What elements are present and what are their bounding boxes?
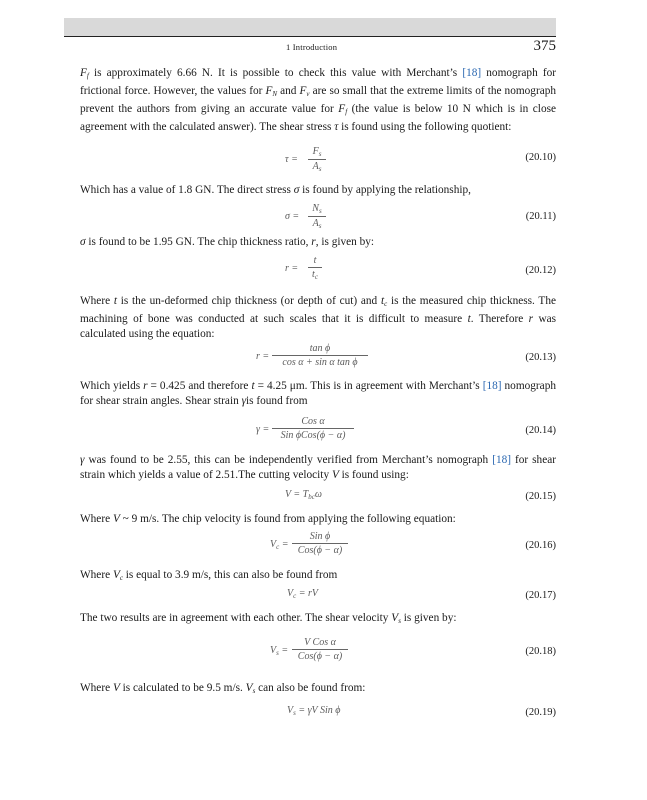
equation-number: (20.17) [525, 590, 556, 601]
paragraph-shear-velocity-value: Where V is calculated to be 9.5 m/s. $V_s$ can also be found from: [80, 682, 366, 695]
equation-number: (20.12) [525, 265, 556, 276]
paragraph-direct-stress-value: σ is found to be 1.95 GN. The chip thickness ratio, r, is given by: [80, 236, 375, 248]
fraction: $F_s$ $A_s$ [308, 146, 326, 173]
equation-number: (20.13) [525, 352, 556, 363]
paragraph-shear-strain-intro: Which yields r = 0.425 and therefore t = 4.25 μm. This is in agreement with Merchant’s [18] nomograph for shear strain angles. Shear strain γis found from [80, 380, 556, 407]
paragraph-chip-velocity-value: Where $V_c$ is equal to 3.9 m/s, this can also be found from [80, 569, 338, 582]
equation-20-13: r = tan ϕ cos α + sin α tan ϕ (20.13) [256, 343, 556, 368]
fraction: t $t_c$ [308, 255, 322, 281]
header-bar [64, 18, 556, 36]
fraction: tan ϕ cos α + sin α tan ϕ [272, 343, 368, 368]
paragraph-frictional-force: $F_f$ is approximately 6.66 N. It is possible to check this value with Merchant’s [18] nomograph for frictional force. However, the values for $F_N$ and $F_v$ are so small that the extreme limits of the nomograph prevent the authors from giving an accurate value for $F_f$ (the value is below 10 N which is in close agreement with the calculated answer). The shear stress τ is found using the following quotient: [80, 67, 557, 133]
equation-number: (20.10) [525, 152, 556, 163]
paragraph-chip-velocity: Where V ~ 9 m/s. The chip velocity is found from applying the following equation: [80, 513, 456, 525]
fraction: Sin ϕ Cos(ϕ − α) [292, 531, 348, 556]
paragraph-shear-stress-value: Which has a value of 1.8 GN. The direct stress σ is found by applying the relationship, [80, 184, 471, 196]
equation-20-16: $V_c$ = Sin ϕ Cos(ϕ − α) (20.16) [270, 531, 556, 556]
equation-20-12: r = t $t_c$ (20.12) [285, 255, 556, 281]
equation-number: (20.14) [525, 425, 556, 436]
equation-20-18: $V_s$ = V Cos α Cos(ϕ − α) (20.18) [270, 637, 556, 662]
equation-number: (20.19) [525, 707, 556, 718]
running-header [64, 39, 556, 57]
equation-20-17: $V_c$ = rV (20.17) [287, 588, 556, 601]
citation-link[interactable]: [18] [492, 454, 512, 466]
equation-20-14: γ = Cos α Sin ϕCos(ϕ − α) (20.14) [256, 416, 556, 441]
paragraph-chip-thickness: Where t is the un-deformed chip thickness (or depth of cut) and $t_c$ is the measured chip thickness. The machining of bone was conducted at such scales that it is difficult to measure t. Therefore r was calculated using the equation: [80, 295, 557, 340]
citation-link[interactable]: [18] [482, 380, 502, 392]
equation-number: (20.11) [525, 211, 556, 222]
fraction: Cos α Sin ϕCos(ϕ − α) [272, 416, 354, 441]
paragraph-cutting-velocity: γ was found to be 2.55, this can be independently verified from Merchant’s nomograph [18] for shear strain which yields a value of 2.51.The cutting velocity V is found using: [80, 454, 556, 481]
equation-20-19: $V_s = \gamma V$ Sin ϕ (20.19) [287, 705, 556, 718]
equation-20-15: $V = T_{bc}\omega$ (20.15) [285, 489, 556, 502]
page-number: 375 [533, 38, 556, 54]
header-rule [64, 36, 556, 37]
equation-number: (20.16) [525, 540, 556, 551]
section-title: 1 Introduction [286, 42, 338, 52]
equation-20-10: τ = $F_s$ $A_s$ (20.10) [285, 146, 556, 173]
fraction: V Cos α Cos(ϕ − α) [292, 637, 348, 662]
equation-20-11: σ = $N_s$ $A_s$ (20.11) [285, 203, 556, 230]
citation-link[interactable]: [18] [462, 67, 482, 79]
equation-number: (20.15) [525, 491, 556, 502]
paragraph-shear-velocity: The two results are in agreement with each other. The shear velocity $V_s$ is given by: [80, 612, 457, 625]
fraction: $N_s$ $A_s$ [308, 203, 326, 230]
equation-number: (20.18) [525, 646, 556, 657]
